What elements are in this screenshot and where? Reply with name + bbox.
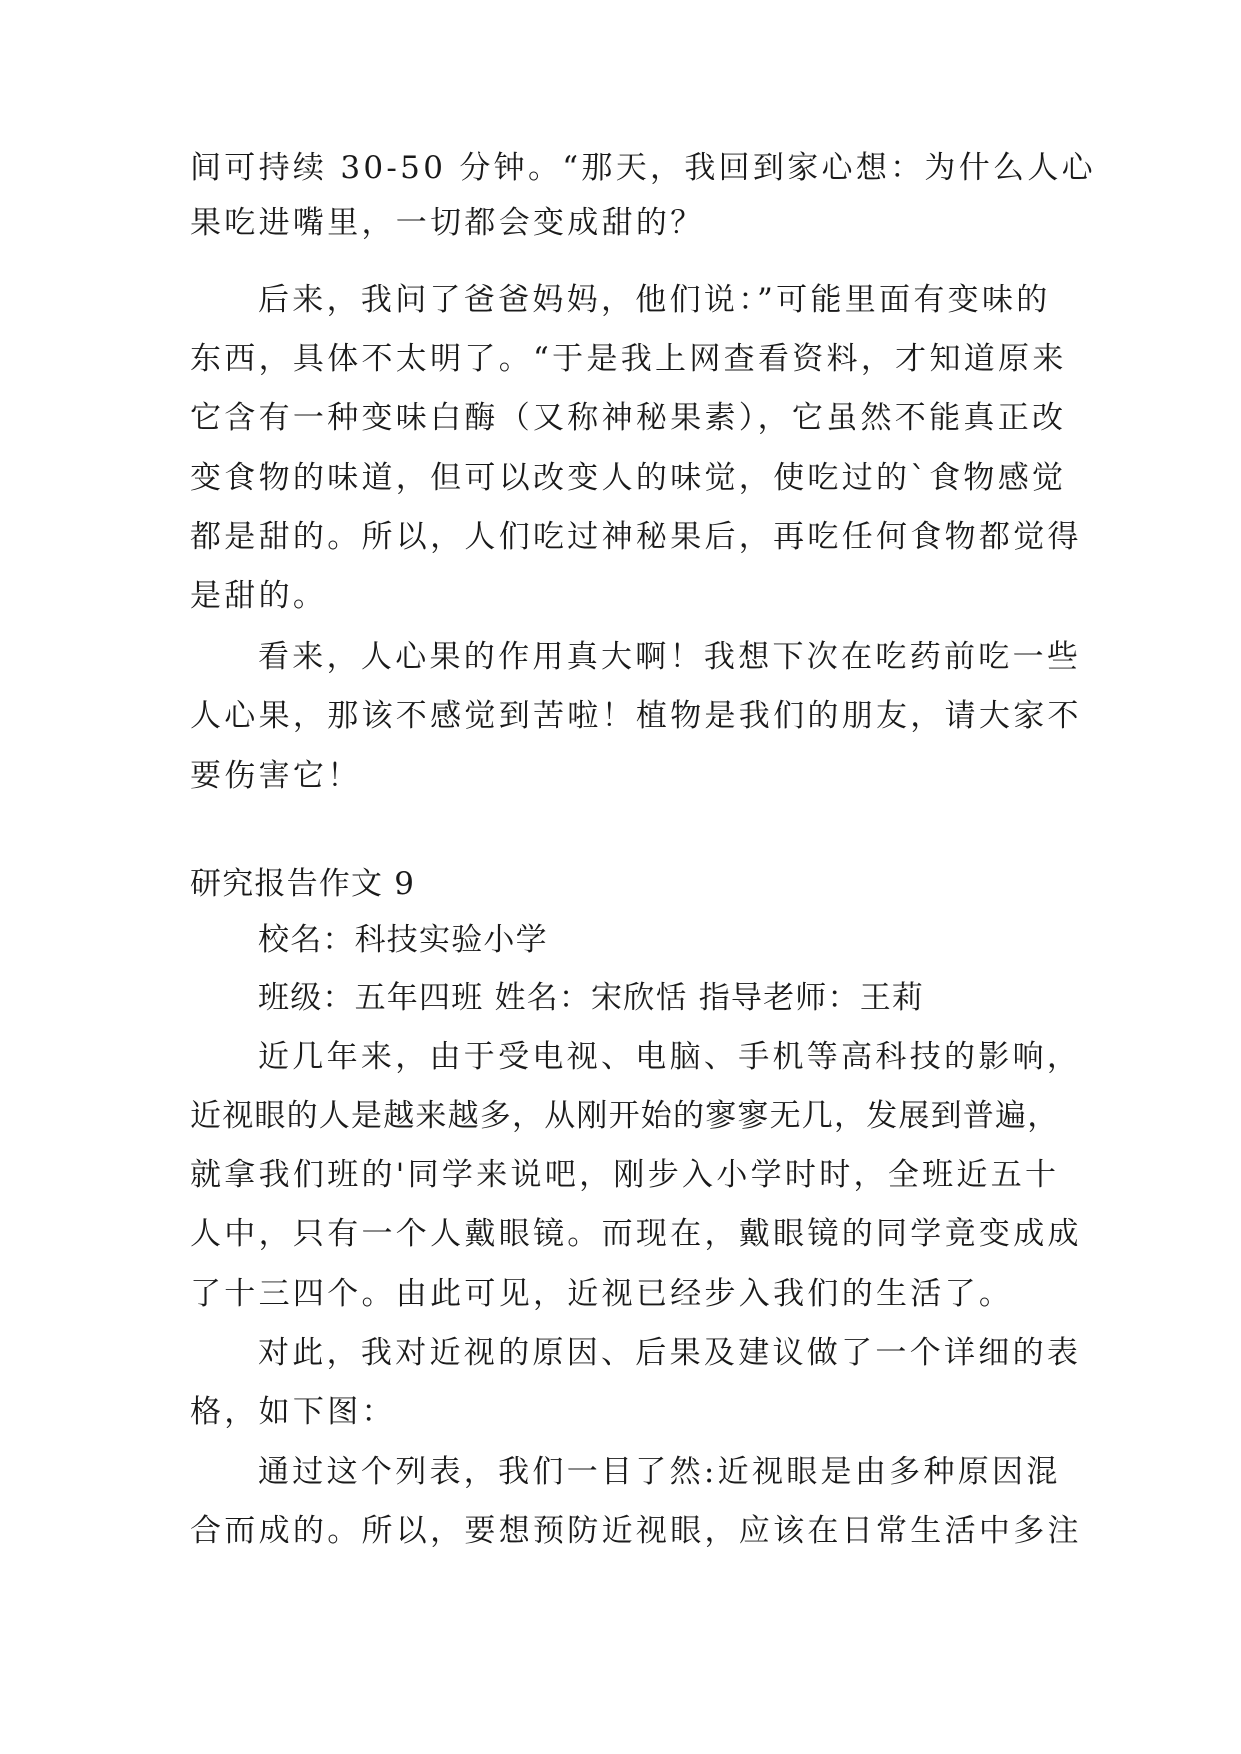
paragraph-line: 间可持续 30-50 分钟。“那天，我回到家心想：为什么人心: [190, 150, 1096, 186]
paragraph-line: 是甜的。: [190, 578, 328, 614]
paragraph-line: 要伤害它！: [190, 758, 362, 794]
school-name-line: 校名：科技实验小学: [258, 922, 548, 958]
paragraph-line: 就拿我们班的'同学来说吧，刚步入小学时时，全班近五十: [190, 1157, 1060, 1193]
paragraph-line: 通过这个列表，我们一目了然:近视眼是由多种原因混: [258, 1454, 1061, 1490]
paragraph-line: 合而成的。所以，要想预防近视眼，应该在日常生活中多注: [190, 1513, 1082, 1549]
paragraph-line: 看来，人心果的作用真大啊！我想下次在吃药前吃一些: [258, 639, 1082, 675]
class-info-line: 班级：五年四班 姓名：宋欣恬 指导老师：王莉: [258, 980, 925, 1016]
paragraph-line: 果吃进嘴里，一切都会变成甜的？: [190, 205, 705, 241]
paragraph-line: 近视眼的人是越来越多，从刚开始的寥寥无几，发展到普遍，: [190, 1098, 1060, 1134]
paragraph-line: 人心果，那该不感觉到苦啦！植物是我们的朋友，请大家不: [190, 698, 1082, 734]
paragraph-line: 人中，只有一个人戴眼镜。而现在，戴眼镜的同学竟变成成: [190, 1216, 1082, 1252]
paragraph-line: 了十三四个。由此可见，近视已经步入我们的生活了。: [190, 1276, 1014, 1312]
paragraph-line: 变食物的味道，但可以改变人的味觉，使吃过的`食物感觉: [190, 460, 1067, 496]
paragraph-line: 格，如下图：: [190, 1394, 396, 1430]
paragraph-line: 都是甜的。所以，人们吃过神秘果后，再吃任何食物都觉得: [190, 519, 1082, 555]
section-title: 研究报告作文 9: [190, 866, 416, 902]
paragraph-line: 它含有一种变味白酶（又称神秘果素），它虽然不能真正改: [190, 400, 1067, 436]
paragraph-line: 后来，我问了爸爸妈妈，他们说：”可能里面有变味的: [258, 282, 1051, 318]
paragraph-line: 近几年来，由于受电视、电脑、手机等高科技的影响，: [258, 1039, 1082, 1075]
paragraph-line: 对此，我对近视的原因、后果及建议做了一个详细的表: [258, 1335, 1082, 1371]
paragraph-line: 东西，具体不太明了。“于是我上网查看资料，才知道原来: [190, 341, 1067, 377]
